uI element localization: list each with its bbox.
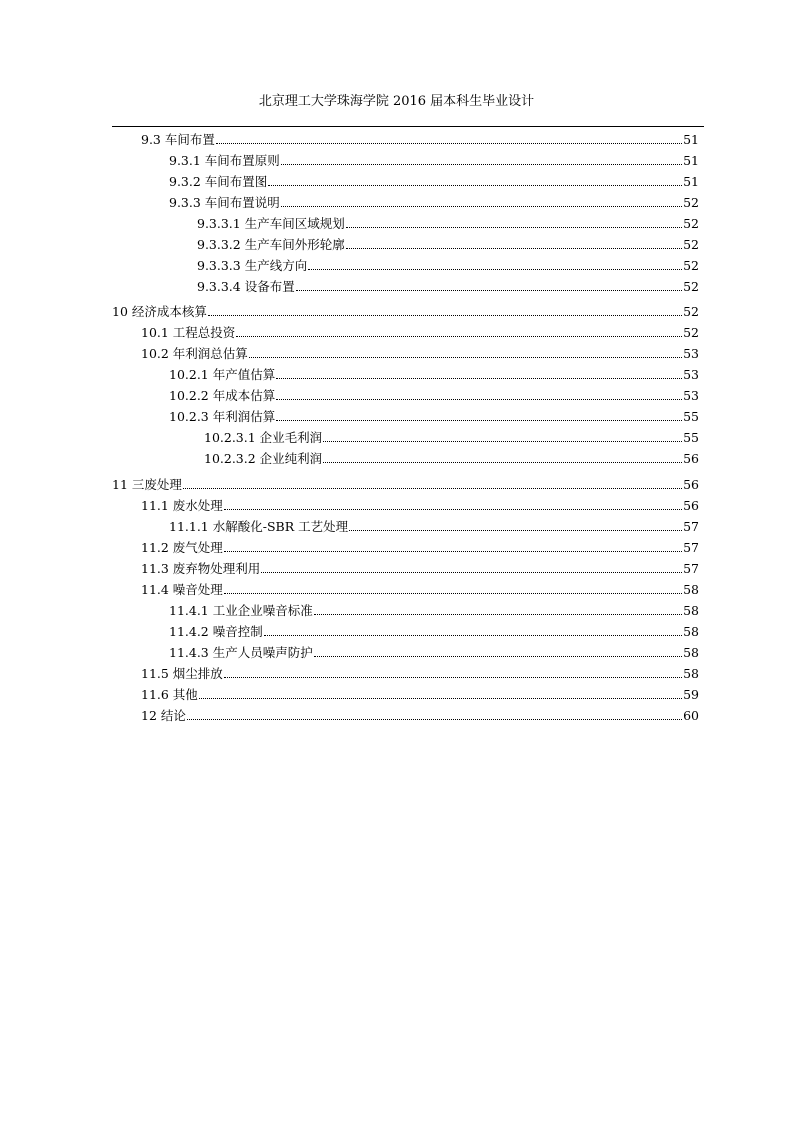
toc-entry[interactable] <box>0 685 699 705</box>
dot-leader <box>276 386 682 400</box>
toc-entry-title: 11.5 烟尘排放 <box>141 666 223 681</box>
toc-entry-page: 52 <box>683 279 699 294</box>
toc-entry-page: 51 <box>683 153 699 168</box>
dot-leader <box>216 130 682 144</box>
toc-entry-title: 9.3.3 车间布置说明 <box>169 195 280 210</box>
toc-entry-title: 11.1.1 水解酸化-SBR 工艺处理 <box>169 519 349 534</box>
toc-entry-title: 10.2 年利润总估算 <box>141 346 248 361</box>
toc-entry-page: 52 <box>683 216 699 231</box>
toc-entry-page: 52 <box>683 195 699 210</box>
toc-entry-title: 11.4 噪音处理 <box>141 582 223 597</box>
toc-entry[interactable] <box>0 130 699 150</box>
toc-entry-title: 10.1 工程总投资 <box>141 325 236 340</box>
toc-entry-title: 11.4.2 噪音控制 <box>169 624 263 639</box>
toc-entry-page: 55 <box>683 409 699 424</box>
dot-leader <box>346 235 682 249</box>
page-header: 北京理工大学珠海学院 2016 届本科生毕业设计 <box>258 94 535 109</box>
toc-entry[interactable] <box>0 277 699 297</box>
toc-entry[interactable] <box>0 193 699 213</box>
toc-entry-title: 11.3 废弃物处理利用 <box>141 561 261 576</box>
toc-entry[interactable] <box>0 601 699 621</box>
dot-leader <box>224 580 682 594</box>
toc-entry[interactable] <box>0 344 699 364</box>
toc-entry-page: 60 <box>683 708 699 723</box>
dot-leader <box>208 302 682 316</box>
dot-leader <box>183 475 682 489</box>
toc-entry[interactable] <box>0 407 699 427</box>
toc-entry-title: 9.3.1 车间布置原则 <box>169 153 280 168</box>
dot-leader <box>236 323 682 337</box>
toc-entry[interactable] <box>0 538 699 558</box>
dot-leader <box>224 664 682 678</box>
dot-leader <box>268 172 682 186</box>
dot-leader <box>224 496 682 510</box>
toc-entry-page: 56 <box>683 451 699 466</box>
dot-leader <box>281 151 682 165</box>
toc-entry-title: 10.2.3.1 企业毛利润 <box>204 430 323 445</box>
dot-leader <box>199 685 682 699</box>
toc-entry-title: 11.6 其他 <box>141 687 198 702</box>
toc-entry[interactable] <box>0 365 699 385</box>
toc-entry-title: 9.3.3.4 设备布置 <box>197 279 295 294</box>
dot-leader <box>281 193 682 207</box>
dot-leader <box>187 706 682 720</box>
dot-leader <box>323 428 682 442</box>
toc-entry-title: 11 三废处理 <box>112 477 182 492</box>
toc-entry[interactable] <box>0 580 699 600</box>
toc-entry-title: 11.4.1 工业企业噪音标准 <box>169 603 313 618</box>
toc-entry-page: 52 <box>683 325 699 340</box>
toc-entry-title: 11.2 废气处理 <box>141 540 223 555</box>
toc-entry[interactable] <box>0 428 699 448</box>
toc-entry-title: 9.3.3.1 生产车间区域规划 <box>197 216 345 231</box>
dot-leader <box>314 643 682 657</box>
toc-entry-title: 10.2.2 年成本估算 <box>169 388 276 403</box>
toc-entry-page: 52 <box>683 258 699 273</box>
toc-entry-page: 58 <box>683 666 699 681</box>
toc-entry-title: 11.1 废水处理 <box>141 498 223 513</box>
toc-entry[interactable] <box>0 622 699 642</box>
toc-entry-title: 11.4.3 生产人员噪声防护 <box>169 645 313 660</box>
toc-entry-page: 53 <box>683 346 699 361</box>
toc-entry-page: 55 <box>683 430 699 445</box>
toc-entry-page: 59 <box>683 687 699 702</box>
toc-entry-page: 57 <box>683 540 699 555</box>
dot-leader <box>224 538 682 552</box>
toc-entry[interactable] <box>0 496 699 516</box>
dot-leader <box>261 559 682 573</box>
toc-entry-title: 9.3 车间布置 <box>141 132 215 147</box>
toc-entry[interactable] <box>0 172 699 192</box>
toc-entry-page: 53 <box>683 388 699 403</box>
toc-entry-title: 9.3.3.2 生产车间外形轮廓 <box>197 237 345 252</box>
toc-entry-page: 52 <box>683 304 699 319</box>
toc-entry[interactable] <box>0 323 699 343</box>
toc-entry-page: 51 <box>683 174 699 189</box>
dot-leader <box>314 601 682 615</box>
toc-entry[interactable] <box>0 214 699 234</box>
toc-entry-page: 53 <box>683 367 699 382</box>
toc-entry-title: 12 结论 <box>141 708 186 723</box>
toc-entry[interactable] <box>0 302 699 322</box>
dot-leader <box>249 344 682 358</box>
dot-leader <box>323 449 682 463</box>
toc-entry[interactable] <box>0 517 699 537</box>
toc-entry-page: 58 <box>683 603 699 618</box>
dot-leader <box>276 407 682 421</box>
toc-entry[interactable] <box>0 559 699 579</box>
toc-entry-page: 57 <box>683 561 699 576</box>
toc-entry-title: 10.2.1 年产值估算 <box>169 367 276 382</box>
dot-leader <box>296 277 682 291</box>
dot-leader <box>276 365 682 379</box>
toc-entry-page: 57 <box>683 519 699 534</box>
toc-entry[interactable] <box>0 706 699 726</box>
toc-entry[interactable] <box>0 235 699 255</box>
toc-entry-page: 58 <box>683 624 699 639</box>
toc-entry-page: 56 <box>683 498 699 513</box>
dot-leader <box>346 214 682 228</box>
toc-entry[interactable] <box>0 151 699 171</box>
toc-entry[interactable] <box>0 664 699 684</box>
toc-entry-title: 9.3.3.3 生产线方向 <box>197 258 308 273</box>
header-rule <box>112 126 704 127</box>
toc-entry[interactable] <box>0 256 699 276</box>
toc-entry-page: 51 <box>683 132 699 147</box>
dot-leader <box>349 517 682 531</box>
toc-entry[interactable] <box>0 643 699 663</box>
toc-entry-title: 9.3.2 车间布置图 <box>169 174 268 189</box>
dot-leader <box>264 622 682 636</box>
toc-entry-page: 52 <box>683 237 699 252</box>
dot-leader <box>308 256 682 270</box>
toc-entry-page: 58 <box>683 582 699 597</box>
toc-entry[interactable] <box>0 449 699 469</box>
toc-entry-page: 58 <box>683 645 699 660</box>
toc-entry-title: 10.2.3 年利润估算 <box>169 409 276 424</box>
toc-entry-title: 10 经济成本核算 <box>112 304 207 319</box>
toc-entry-page: 56 <box>683 477 699 492</box>
toc-entry-title: 10.2.3.2 企业纯利润 <box>204 451 323 466</box>
toc-entry[interactable] <box>0 386 699 406</box>
toc-entry[interactable] <box>0 475 699 495</box>
